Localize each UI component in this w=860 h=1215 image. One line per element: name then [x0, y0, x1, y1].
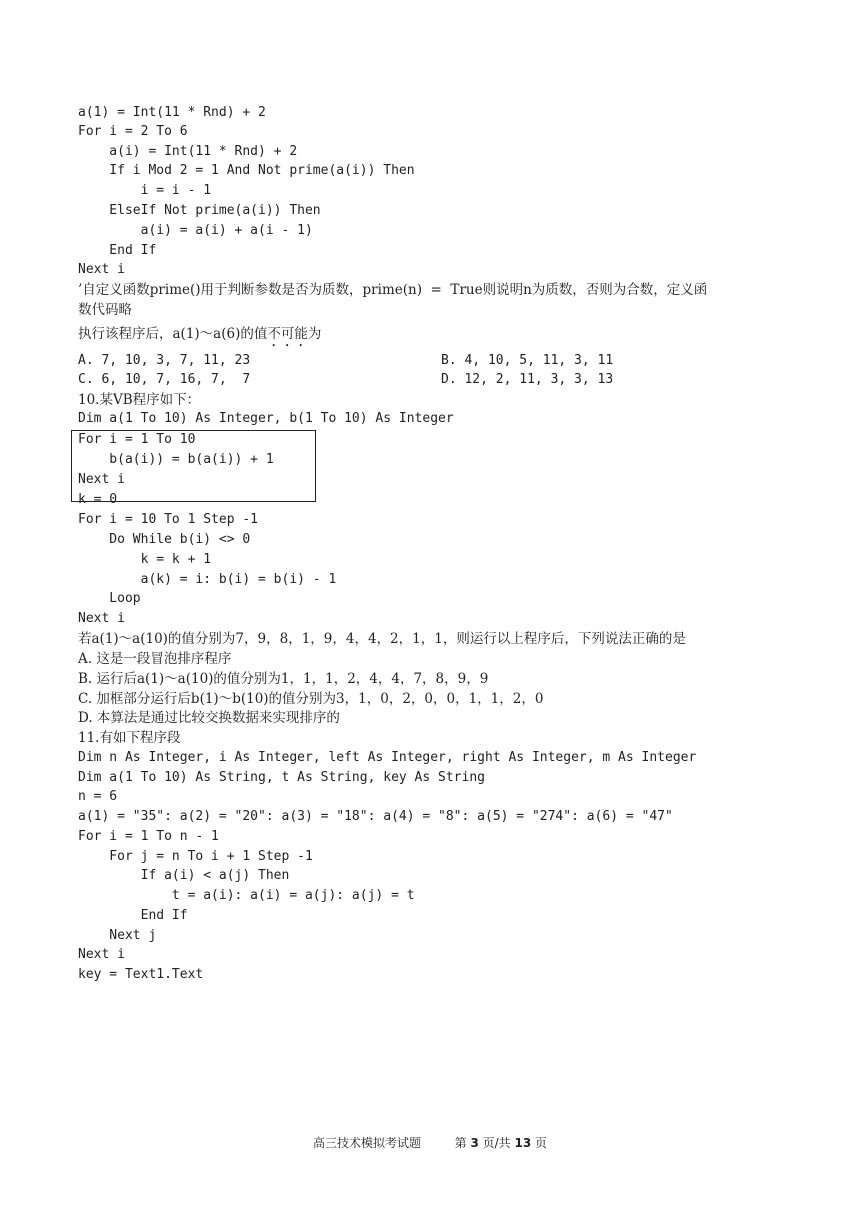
- stem-text: 执行该程序后，a(1)～a(6)的值: [78, 326, 268, 342]
- footer-title: 高三技术模拟考试题: [312, 1136, 421, 1150]
- emphasis-text: 不可能: [267, 326, 308, 342]
- option-a: A. 7, 10, 3, 7, 11, 23: [78, 353, 251, 368]
- page-mid: 页/共: [478, 1136, 515, 1150]
- question-11-title: 11.有如下程序段: [78, 730, 181, 746]
- code-line: For i = 2 To 6: [78, 124, 188, 139]
- option-c: C. 加框部分运行后b(1)～b(10)的值分别为3，1，0，2，0，0，1，1，2，0: [78, 691, 544, 707]
- code-line: For i = 1 To 10: [78, 432, 196, 447]
- code-line: Next i: [78, 611, 125, 626]
- option-c: C. 6, 10, 7, 16, 7, 7: [78, 372, 251, 387]
- code-line: For j = n To i + 1 Step -1: [78, 849, 313, 864]
- code-line: Dim a(1 To 10) As Integer, b(1 To 10) As Integer: [78, 411, 454, 426]
- code-line: If a(i) < a(j) Then: [78, 868, 290, 883]
- code-line: Next i: [78, 262, 125, 277]
- code-line: a(i) = a(i) + a(i - 1): [78, 223, 313, 238]
- option-b: B. 4, 10, 5, 11, 3, 11: [441, 353, 614, 368]
- code-line: ElseIf Not prime(a(i)) Then: [78, 203, 321, 218]
- code-line: n = 6: [78, 789, 118, 804]
- code-line: key = Text1.Text: [78, 967, 204, 982]
- code-line: t = a(i): a(i) = a(j): a(j) = t: [78, 888, 415, 903]
- code-line: Dim a(1 To 10) As String, t As String, key As String: [78, 770, 485, 785]
- option-d: D. 本算法是通过比较交换数据来实现排序的: [78, 710, 340, 726]
- code-line: Next i: [78, 472, 125, 487]
- page-total: 13: [514, 1136, 532, 1150]
- page-footer: [0, 1134, 860, 1151]
- question-10-title: 10.某VB程序如下：: [78, 392, 201, 408]
- code-line: k = 0: [78, 492, 118, 507]
- page-prefix: 第: [454, 1136, 471, 1150]
- comment-line: ’自定义函数prime()用于判断参数是否为质数，prime(n) = True则说明n为质数，否则为合数，定义函: [78, 282, 708, 298]
- code-line: k = k + 1: [78, 552, 212, 567]
- code-line: a(1) = "35": a(2) = "20": a(3) = "18": a(4) = "8": a(5) = "274": a(6) = "47": [78, 809, 673, 824]
- code-line: a(k) = i: b(i) = b(i) - 1: [78, 572, 337, 587]
- code-line: Next j: [78, 928, 157, 943]
- stem-text: 为: [307, 326, 322, 342]
- option-b: B. 运行后a(1)～a(10)的值分别为1，1，1，2，4，4，7，8，9，9: [78, 671, 489, 687]
- page-suffix: 页: [531, 1136, 548, 1150]
- code-line: End If: [78, 908, 188, 923]
- code-line: i = i - 1: [78, 183, 212, 198]
- code-line: a(i) = Int(11 * Rnd) + 2: [78, 144, 298, 159]
- code-line: Loop: [78, 591, 141, 606]
- code-line: End If: [78, 243, 157, 258]
- code-line: a(1) = Int(11 * Rnd) + 2: [78, 105, 266, 120]
- code-line: Dim n As Integer, i As Integer, left As Integer, right As Integer, m As Integer: [78, 750, 697, 765]
- question-9-stem: [78, 324, 321, 350]
- code-line: Do While b(i) <> 0: [78, 532, 251, 547]
- question-10-stem: 若a(1)～a(10)的值分别为7，9，8，1，9，4，4，2，1，1，则运行以上程序后，下列说法正确的是: [78, 631, 686, 647]
- code-line: For i = 10 To 1 Step -1: [78, 512, 259, 527]
- comment-line: 数代码略: [78, 302, 132, 318]
- code-line: Next i: [78, 947, 125, 962]
- option-d: D. 12, 2, 11, 3, 3, 13: [441, 372, 614, 387]
- code-line: b(a(i)) = b(a(i)) + 1: [78, 452, 274, 467]
- code-line: If i Mod 2 = 1 And Not prime(a(i)) Then: [78, 163, 415, 178]
- code-line: For i = 1 To n - 1: [78, 829, 219, 844]
- page-number: 3: [470, 1136, 479, 1150]
- option-a: A. 这是一段冒泡排序程序: [78, 651, 232, 667]
